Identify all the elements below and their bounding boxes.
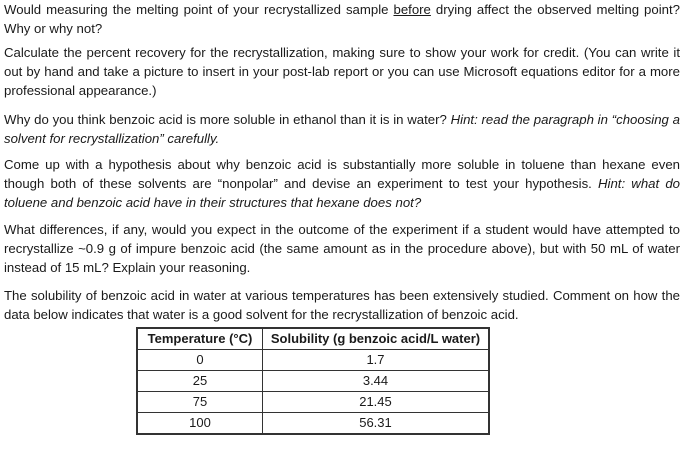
- header-temperature: Temperature (°C): [137, 328, 263, 350]
- q3-text: Why do you think benzoic acid is more soluble in ethanol than it is in water?: [4, 112, 451, 127]
- table-row: [137, 371, 489, 392]
- question-toluene-hypothesis: [4, 155, 680, 212]
- question-percent-recovery: [4, 43, 680, 100]
- cell-temperature: 100: [137, 413, 263, 435]
- q2-text: Calculate the percent recovery for the recrystallization, making sure to show your work for credit. (You can write it out by hand and take a picture to insert in your post-lab report or you can use Microsoft equations editor for a more professional appearance.): [4, 45, 680, 98]
- table-row: [137, 392, 489, 413]
- table-header-row: [137, 328, 489, 350]
- q1-text-post: drying affect the observed melting point? Why or why not?: [4, 2, 680, 36]
- q6-text: The solubility of benzoic acid in water at various temperatures has been extensively studied. Comment on how the data below indicates that water is a good solvent for the recrystallization of benzoic acid.: [4, 288, 680, 322]
- table-row: [137, 413, 489, 435]
- solubility-table: [136, 327, 490, 435]
- question-water-volume: [4, 220, 680, 277]
- q5-text: What differences, if any, would you expect in the outcome of the experiment if a student would have attempted to recrystallize ~0.9 g of impure benzoic acid (the same amount as in the procedure above), but with 50 mL of water instead of 15 mL? Explain your reasoning.: [4, 222, 680, 275]
- cell-temperature: 25: [137, 371, 263, 392]
- question-melting-point: [4, 0, 680, 38]
- q1-underlined-word: before: [393, 2, 431, 17]
- cell-solubility: 1.7: [263, 350, 490, 371]
- cell-temperature: 0: [137, 350, 263, 371]
- cell-solubility: 56.31: [263, 413, 490, 435]
- question-solubility-data: [4, 286, 680, 324]
- header-solubility: Solubility (g benzoic acid/L water): [263, 328, 490, 350]
- q3-hint: Hint: read the paragraph in “choosing a solvent for recrystallization” carefully.: [4, 112, 680, 146]
- table-row: [137, 350, 489, 371]
- q1-text-pre: Would measuring the melting point of your recrystallized sample: [4, 2, 394, 17]
- cell-solubility: 3.44: [263, 371, 490, 392]
- cell-temperature: 75: [137, 392, 263, 413]
- question-ethanol-solubility: [4, 110, 680, 148]
- q4-hint: Hint: what do toluene and benzoic acid have in their structures that hexane does not?: [4, 176, 680, 210]
- q4-text: Come up with a hypothesis about why benzoic acid is substantially more soluble in toluene than hexane even though both of these solvents are “nonpolar” and devise an experiment to test your hypothesis.: [4, 157, 680, 191]
- cell-solubility: 21.45: [263, 392, 490, 413]
